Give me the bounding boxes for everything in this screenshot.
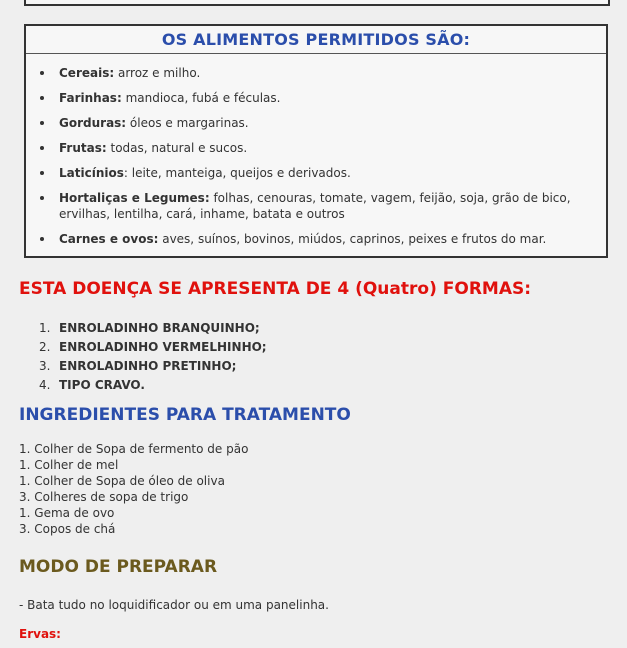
item-label: Farinhas: bbox=[59, 91, 122, 105]
item-text: aves, suínos, bovinos, miúdos, caprinos, peixes e frutos do mar. bbox=[158, 232, 547, 246]
list-item: 1. Colher de Sopa de óleo de oliva bbox=[19, 474, 225, 488]
bullet-icon bbox=[40, 96, 44, 100]
item-text: : leite, manteiga, queijos e derivados. bbox=[123, 166, 351, 180]
list-item: 1. Gema de ovo bbox=[19, 506, 115, 520]
item-text: todas, natural e sucos. bbox=[106, 141, 248, 155]
ingredients-heading: INGREDIENTES PARA TRATAMENTO bbox=[19, 405, 351, 425]
allowed-foods-box bbox=[24, 24, 608, 258]
item-label: Frutas: bbox=[59, 141, 107, 155]
preparation-heading: MODO DE PREPARAR bbox=[19, 557, 218, 577]
item-label: Laticínios bbox=[59, 166, 124, 180]
bullet-icon bbox=[40, 71, 44, 75]
bullet-icon bbox=[40, 171, 44, 175]
list-item: 3. Copos de chá bbox=[19, 522, 116, 536]
ingredients-list bbox=[19, 441, 248, 537]
item-text: folhas, cenouras, tomate, vagem, feijão, soja, grão de bico, ervilhas, lentilha, cará, inhame, batata e outros bbox=[59, 191, 571, 221]
list-item: 1. Colher de Sopa de fermento de pão bbox=[19, 442, 249, 456]
list-item: 1. Colher de mel bbox=[19, 458, 119, 472]
item-text: óleos e margarinas. bbox=[126, 116, 249, 130]
disease-forms-heading: ESTA DOENÇA SE APRESENTA DE 4 (Quatro) FORMAS: bbox=[19, 279, 532, 299]
bullet-icon bbox=[40, 237, 44, 241]
bullet-icon bbox=[40, 121, 44, 125]
herbs-label: Ervas: bbox=[19, 627, 61, 641]
bullet-icon bbox=[40, 196, 44, 200]
item-label: Carnes e ovos: bbox=[59, 232, 159, 246]
allowed-foods-title: OS ALIMENTOS PERMITIDOS SÃO: bbox=[26, 26, 606, 54]
item-label: Cereais: bbox=[59, 66, 115, 80]
item-text: mandioca, fubá e féculas. bbox=[121, 91, 281, 105]
item-text: arroz e milho. bbox=[114, 66, 201, 80]
previous-box bbox=[24, 0, 610, 6]
item-label: Hortaliças e Legumes: bbox=[59, 191, 210, 205]
preparation-text: - Bata tudo no loquidificador ou em uma panelinha. bbox=[19, 598, 329, 612]
item-label: Gorduras: bbox=[59, 116, 127, 130]
bullet-icon bbox=[40, 146, 44, 150]
list-item: 3. Colheres de sopa de trigo bbox=[19, 490, 189, 504]
